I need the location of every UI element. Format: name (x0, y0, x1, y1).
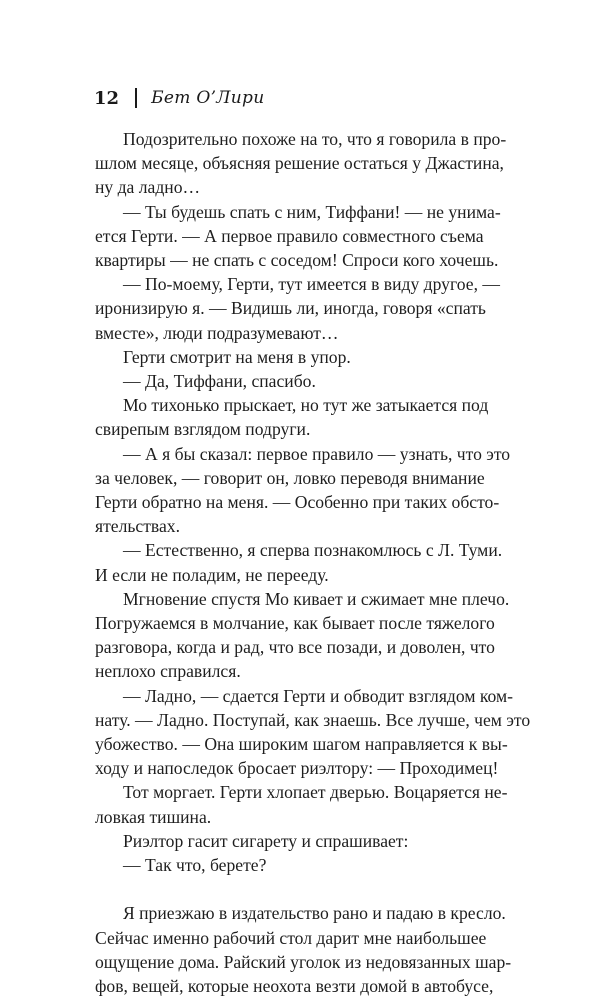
text-line: Герти обратно на меня. — Особенно при таких обсто- (95, 492, 500, 513)
paragraph (95, 780, 536, 828)
text-line: Я приезжаю в издательство рано и падаю в кресло. (123, 903, 506, 924)
text-line: Риэлтор гасит сигарету и спрашивает: (123, 830, 409, 851)
text-line: Герти смотрит на меня в упор. (123, 346, 351, 367)
text-line: свирепым взглядом подруги. (95, 419, 311, 440)
running-head (94, 86, 264, 110)
paragraph (95, 345, 536, 369)
text-line: неплохо справился. (95, 661, 241, 682)
text-line: И если не поладим, не перееду. (95, 564, 329, 585)
header-divider (135, 88, 137, 108)
page-number: 12 (94, 87, 120, 109)
text-line: — А я бы сказал: первое правило — узнать, что это (123, 443, 511, 464)
text-line: — Естественно, я сперва познакомлюсь с Л. Туми. (123, 540, 503, 561)
paragraph (95, 369, 536, 393)
text-line: — Да, Тиффани, спасибо. (123, 371, 316, 392)
text-line: вместе», люди подразумевают… (95, 322, 339, 343)
paragraph (95, 829, 536, 853)
text-line: — Так что, берете? (123, 855, 267, 876)
paragraph (95, 200, 536, 273)
text-line: Тот моргает. Герти хлопает дверью. Воцаряется не- (123, 782, 508, 803)
text-line: ощущение дома. Райский уголок из недовязанных шар- (95, 951, 512, 972)
author-name: Бет О’Лири (151, 88, 265, 108)
paragraph (95, 272, 536, 345)
paragraph (95, 901, 536, 998)
text-line: Сейчас именно рабочий стол дарит мне наибольшее (95, 927, 487, 948)
text-line: шлом месяце, объясняя решение остаться у Джастина, (95, 153, 504, 174)
paragraph (95, 127, 536, 200)
text-line: Подозрительно похоже на то, что я говорила в про- (123, 129, 507, 149)
text-line: убожество. — Она широким шагом направляется к вы- (95, 734, 508, 755)
text-line: — Ты будешь спать с ним, Тиффани! — не унима- (123, 201, 501, 222)
text-line: ходу и напоследок бросает риэлтору: — Проходимец! (95, 758, 499, 779)
text-line: — По-моему, Герти, тут имеется в виду другое, — (123, 274, 500, 295)
text-line: ятельствах. (95, 516, 180, 537)
paragraph (95, 853, 536, 877)
paragraph (95, 393, 536, 441)
text-line: ну да ладно… (95, 177, 201, 198)
paragraph (95, 587, 536, 684)
body-text (95, 127, 536, 998)
text-line: ловкая тишина. (95, 806, 212, 827)
paragraph (95, 442, 536, 539)
text-line: нату. — Ладно. Поступай, как знаешь. Все лучше, чем это (95, 709, 531, 730)
text-line: иронизирую я. — Видишь ли, иногда, говоря «спать (95, 298, 486, 319)
paragraph (95, 538, 536, 586)
text-line: Мгновение спустя Мо кивает и сжимает мне плечо. (123, 588, 510, 609)
text-line: фов, вещей, которые неохота везти домой в автобусе, (95, 975, 494, 996)
text-line: разговора, когда и рад, что все позади, и доволен, что (95, 637, 495, 658)
paragraph (95, 684, 536, 781)
text-line: — Ладно, — сдается Герти и обводит взглядом ком- (123, 685, 513, 706)
text-line: Погружаемся в молчание, как бывает после тяжелого (95, 613, 495, 634)
text-line: за человек, — говорит он, ловко переводя внимание (95, 467, 485, 488)
text-line: Мо тихонько прыскает, но тут же затыкается под (123, 395, 489, 416)
text-line: ется Герти. — А первое правило совместного съема (95, 225, 484, 246)
text-line: квартиры — не спать с соседом! Спроси кого хочешь. (95, 250, 499, 271)
